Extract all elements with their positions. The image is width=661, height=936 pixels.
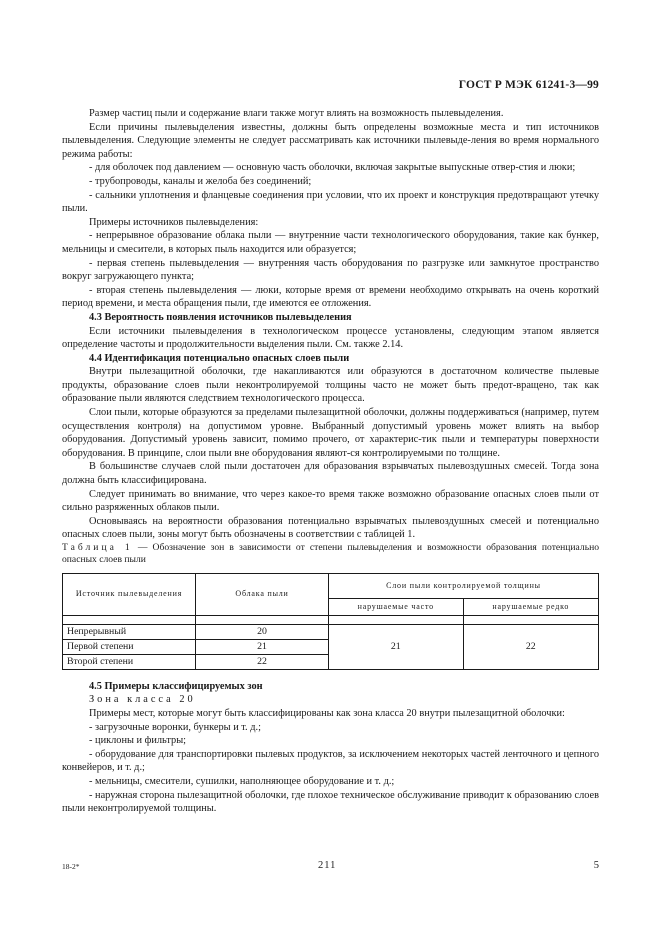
list-item: - оборудование для транспортировки пылевых продуктов, за исключением некоторых частей ленточного и цепного конвейеров, и т. д.; (62, 748, 599, 774)
table-cell-often: 21 (329, 624, 464, 669)
paragraph: Следует принимать во внимание, что через какое-то время также возможно образование опасных слоев пыли от сильно разряженных облаков пыли. (62, 488, 599, 514)
table-caption-label: Таблица 1 (62, 542, 133, 553)
footer-signature: 18-2* (62, 862, 80, 871)
paragraph: В большинстве случаев слой пыли достаточен для образования взрывчатых пылевоздушных смесей. Тогда зона должна быть классифицирована. (62, 461, 599, 487)
list-item: - вторая степень пылевыделения — люки, которые время от времени необходимо открывать на очень короткий период времени, и места обращения пыли, где имеются ее отложения. (62, 284, 599, 310)
paragraph: Если причины пылевыделения известны, должны быть определены возможные места и тип источников пылевыделения. Следующие элементы не следует рассматривать как источники пылевыде-ления во время нормального режима работы: (62, 121, 599, 160)
table-caption (62, 542, 599, 567)
table-header-rare: нарушаемые редко (463, 598, 598, 615)
section-heading-4-3: 4.3 Вероятность появления источников пылевыделения (89, 311, 352, 323)
list-item: - наружная сторона пылезащитной оболочки, где плохое техническое обслуживание приводит к образованию слоев пыли неконтролируемой толщины. (62, 789, 599, 815)
footer-print-number: 211 (318, 860, 337, 871)
section-heading-4-5: 4.5 Примеры классифицируемых зон (89, 680, 263, 692)
table-cell-source: Второй степени (63, 654, 196, 669)
table-cell-cloud: 22 (196, 654, 329, 669)
table-cell-rare: 22 (463, 624, 598, 669)
paragraph: Примеры мест, которые могут быть классифицированы как зона класса 20 внутри пылезащитной оболочки: (89, 708, 565, 719)
list-item: - непрерывное образование облака пыли — внутренние части технологического оборудования, такие как бункер, мельницы и смесители, в которых пыль находится или образуется; (62, 230, 599, 255)
document-body (62, 107, 599, 816)
list-item: - трубопроводы, каналы и желоба без соединений; (89, 175, 312, 187)
list-item: - циклоны и фильтры; (89, 735, 187, 747)
section-heading-4-4: 4.4 Идентификация потенциально опасных слоев пыли (89, 352, 350, 364)
zone-table (62, 573, 599, 670)
list-item: - первая степень пылевыделения — внутренняя часть оборудования по разгрузке или замкнутое пространство вокруг загружающего пункта; (62, 257, 599, 283)
paragraph: Примеры источников пылевыделения: (89, 216, 259, 228)
paragraph: Внутри пылезащитной оболочки, где накапливаются или образуются в достаточном количестве пылевые продукты, образование слоев пыли неконтролируемой толщины часто не может быть предот-вращено, так как образование пыли являются следствием технологического процесса. (62, 366, 599, 405)
table-header-often: нарушаемые часто (329, 598, 464, 615)
table-row (63, 624, 599, 639)
list-item: - загрузочные воронки, бункеры и т. д.; (89, 721, 261, 733)
page-header: ГОСТ Р МЭК 61241-3—99 (458, 79, 599, 91)
list-item: - мельницы, смесители, сушилки, наполняющее оборудование и т. д.; (89, 775, 395, 787)
table-header-source: Источник пылевыделения (63, 573, 196, 615)
table-header-cloud: Облака пыли (196, 573, 329, 615)
table-cell-source: Первой степени (63, 639, 196, 654)
list-item: - для оболочек под давлением — основную часть оболочки, включая закрытые выпускные отвер-стия и люки; (89, 162, 576, 174)
page-number: 5 (593, 860, 599, 871)
paragraph: Слои пыли, которые образуются за пределами пылезащитной оболочки, должны поддерживаться (например, путем осуществления контроля) на допустимом уровне. Выбранный допустимый уровень может влиять на выбор оборудования. Допустимый уровень зависит, помимо прочего, от характерис-тик пыли и температуры поверхности оборудования. В принципе, слои пыли вне оборудования являют-ся контролируемыми по толщине. (62, 407, 599, 459)
table-cell-cloud: 21 (196, 639, 329, 654)
paragraph: Если источники пылевыделения в технологическом процессе установлены, следующим этапом является определение частоты и продолжительности выделения пыли. См. также 2.14. (62, 325, 599, 351)
paragraph: Основываясь на вероятности образования потенциально взрывчатых пылевоздушных смесей и потенциально опасных слоев пыли, зоны могут быть обозначены в соответствии с таблицей 1. (62, 515, 599, 541)
paragraph: Размер частиц пыли и содержание влаги также могут влиять на возможность пылевыделения. (89, 108, 504, 119)
table-caption-text: — Обозначение зон в зависимости от степени пылевыделения и возможности образования потенциально опасных слоев пыли (62, 542, 599, 566)
zone-subheading: Зона класса 20 (89, 694, 196, 706)
table-header-layers: Слои пыли контролируемой толщины (329, 573, 599, 598)
list-item: - сальники уплотнения и фланцевые соединения при условии, что их проект и конструкция предотвращают утечку пыли. (62, 189, 599, 215)
table-cell-source: Непрерывный (63, 624, 196, 639)
table-cell-cloud: 20 (196, 624, 329, 639)
